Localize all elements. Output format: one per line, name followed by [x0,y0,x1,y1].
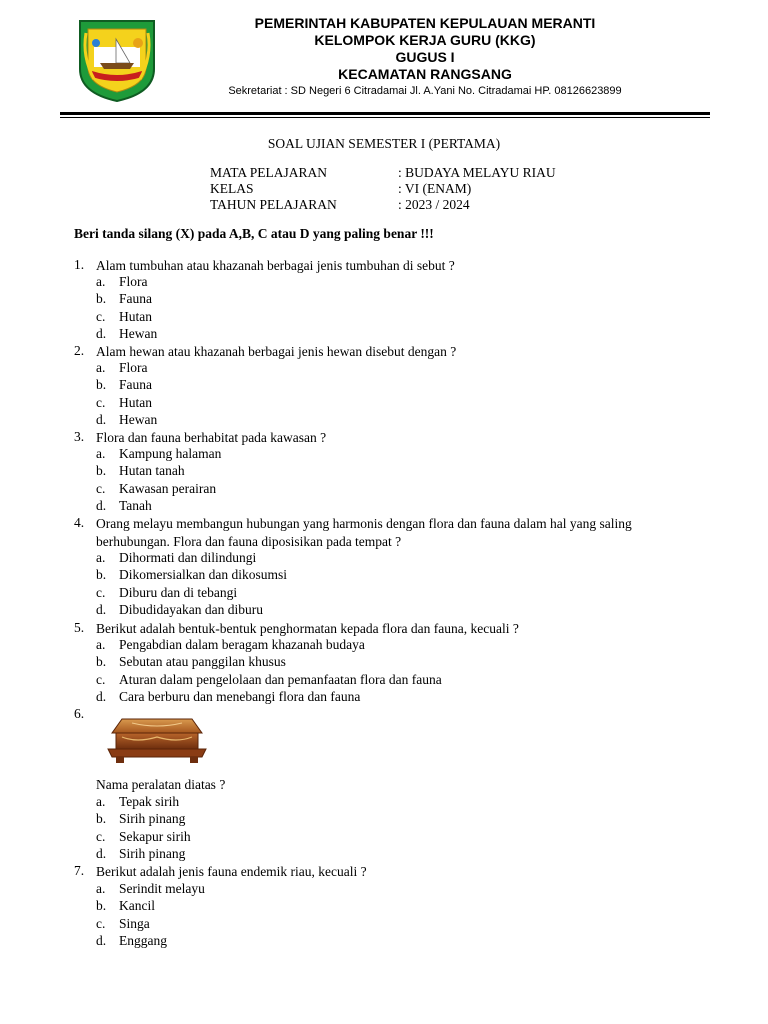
option[interactable] [96,566,287,583]
meta-key: MATA PELAJARAN [210,165,328,180]
regency-crest-icon [76,17,158,103]
option-letter: b. [96,654,107,670]
option-letter: a. [96,360,106,375]
option-text: Dihormati dan dilindungi [119,550,257,565]
option[interactable] [96,897,205,914]
option-letter: a. [96,881,106,896]
option-text: Hutan tanah [119,463,185,479]
option[interactable] [96,688,442,705]
option-letter: c. [96,915,106,931]
option-letter: b. [96,377,107,393]
option-text: Tanah [119,497,152,513]
option-letter: b. [96,811,107,827]
option[interactable] [96,880,205,897]
meta-row [210,165,556,181]
option-letter: d. [96,411,107,427]
option[interactable] [96,636,442,653]
question-number: 6. [74,706,85,721]
option-letter: d. [96,601,107,617]
option-list [96,549,287,618]
option[interactable] [96,845,191,862]
option-text: Serindit melayu [119,881,205,896]
meta-row [210,197,556,213]
option-list [96,359,157,428]
option-text: Flora [119,360,148,375]
letterhead-line: KELOMPOK KERJA GURU (KKG) [314,32,536,48]
option[interactable] [96,653,442,670]
option-letter: a. [96,446,106,461]
option-letter: b. [96,898,107,914]
option[interactable] [96,394,157,411]
option[interactable] [96,584,287,601]
meta-value: : BUDAYA MELAYU RIAU [398,165,556,180]
option[interactable] [96,915,205,932]
question-number: 4. [74,515,85,530]
option[interactable] [96,601,287,618]
option-letter: c. [96,308,106,324]
option-letter: c. [96,480,106,496]
question-number: 7. [74,863,85,878]
option-text: Hewan [119,411,158,427]
option-list [96,793,191,862]
option-list [96,273,157,342]
instruction: Beri tanda silang (X) pada A,B, C atau D yang paling benar !!! [74,226,434,241]
option-text: Flora [119,274,148,289]
option[interactable] [96,671,442,688]
option[interactable] [96,290,157,307]
option-text: Hutan [119,308,152,324]
question-number: 2. [74,343,85,358]
option-text: Sirih pinang [119,811,186,827]
option-text: Fauna [119,291,152,307]
question-number: 5. [74,620,85,635]
question-text: Alam tumbuhan atau khazanah berbagai jenis tumbuhan di sebut ? [96,258,455,273]
question-text: Berikut adalah jenis fauna endemik riau, kecuali ? [96,864,367,879]
option-text: Hutan [119,394,152,410]
option-letter: d. [96,845,107,861]
option-text: Aturan dalam pengelolaan dan pemanfaatan flora dan fauna [119,671,442,687]
option-letter: a. [96,794,106,809]
option-letter: d. [96,932,107,948]
option-text: Sebutan atau panggilan khusus [119,654,286,670]
option-letter: b. [96,463,107,479]
option-letter: c. [96,394,106,410]
option[interactable] [96,462,221,479]
option-text: Kawasan perairan [119,480,217,496]
option[interactable] [96,445,221,462]
exam-meta [210,165,556,213]
letterhead [180,15,670,98]
option-text: Tepak sirih [119,794,180,809]
option-letter: b. [96,567,107,583]
letterhead-line: GUGUS I [395,49,455,65]
meta-value: : VI (ENAM) [398,181,472,196]
option-letter: b. [96,291,107,307]
option-letter: d. [96,497,107,513]
option-text: Sekapur sirih [119,828,191,844]
option-letter: a. [96,274,106,289]
option[interactable] [96,273,157,290]
option-text: Diburu dan di tebangi [119,584,238,600]
option[interactable] [96,497,221,514]
option-text: Pengabdian dalam beragam khazanah budaya [119,637,365,652]
option-list [96,445,221,514]
option-text: Hewan [119,325,158,341]
question-number: 3. [74,429,85,444]
option-text: Fauna [119,377,152,393]
option-text: Kancil [119,898,155,914]
option-list [96,880,205,949]
option-text: Dibudidayakan dan diburu [119,601,263,617]
option[interactable] [96,411,157,428]
option[interactable] [96,480,221,497]
letterhead-line: KECAMATAN RANGSANG [338,66,512,82]
option-list [96,636,442,705]
meta-value: : 2023 / 2024 [398,197,470,212]
option[interactable] [96,932,205,949]
question-number: 1. [74,257,85,272]
question-text: Nama peralatan diatas ? [96,777,226,792]
option-text: Enggang [119,932,167,948]
header-divider-thin [60,117,710,118]
option-text: Dikomersialkan dan dikosumsi [119,567,287,583]
option-text: Singa [119,915,150,931]
letterhead-address: Sekretariat : SD Negeri 6 Citradamai Jl. A.Yani No. Citradamai HP. 08126623899 [228,85,622,97]
question-text: Berikut adalah bentuk-bentuk penghormatan kepada flora dan fauna, kecuali ? [96,621,519,636]
option-letter: d. [96,325,107,341]
header-divider-thick [60,112,710,115]
option-letter: c. [96,828,106,844]
option[interactable] [96,308,157,325]
option[interactable] [96,376,157,393]
letterhead-line: PEMERINTAH KABUPATEN KEPULAUAN MERANTI [254,15,596,31]
option-text: Cara berburu dan menebangi flora dan fauna [119,688,361,704]
option-text: Kampung halaman [119,446,222,461]
tepak-sirih-image [102,713,212,769]
meta-row [210,181,556,197]
question-text: Orang melayu membangun hubungan yang harmonis dengan flora dan fauna dalam hal yang saling berhubungan. Flora dan fauna diposisikan pada tempat ? [96,516,632,549]
option[interactable] [96,549,287,566]
meta-key: KELAS [210,181,254,196]
option-text: Sirih pinang [119,845,186,861]
option-letter: c. [96,671,106,687]
option-letter: c. [96,584,106,600]
option-letter: a. [96,637,106,652]
meta-key: TAHUN PELAJARAN [210,197,337,212]
option-letter: a. [96,550,106,565]
option[interactable] [96,810,191,827]
option[interactable] [96,325,157,342]
option[interactable] [96,359,157,376]
option-letter: d. [96,688,107,704]
question-text: Flora dan fauna berhabitat pada kawasan ? [96,430,327,445]
option[interactable] [96,793,191,810]
option[interactable] [96,828,191,845]
question-text: Alam hewan atau khazanah berbagai jenis hewan disebut dengan ? [96,344,457,359]
exam-title: SOAL UJIAN SEMESTER I (PERTAMA) [267,136,501,151]
